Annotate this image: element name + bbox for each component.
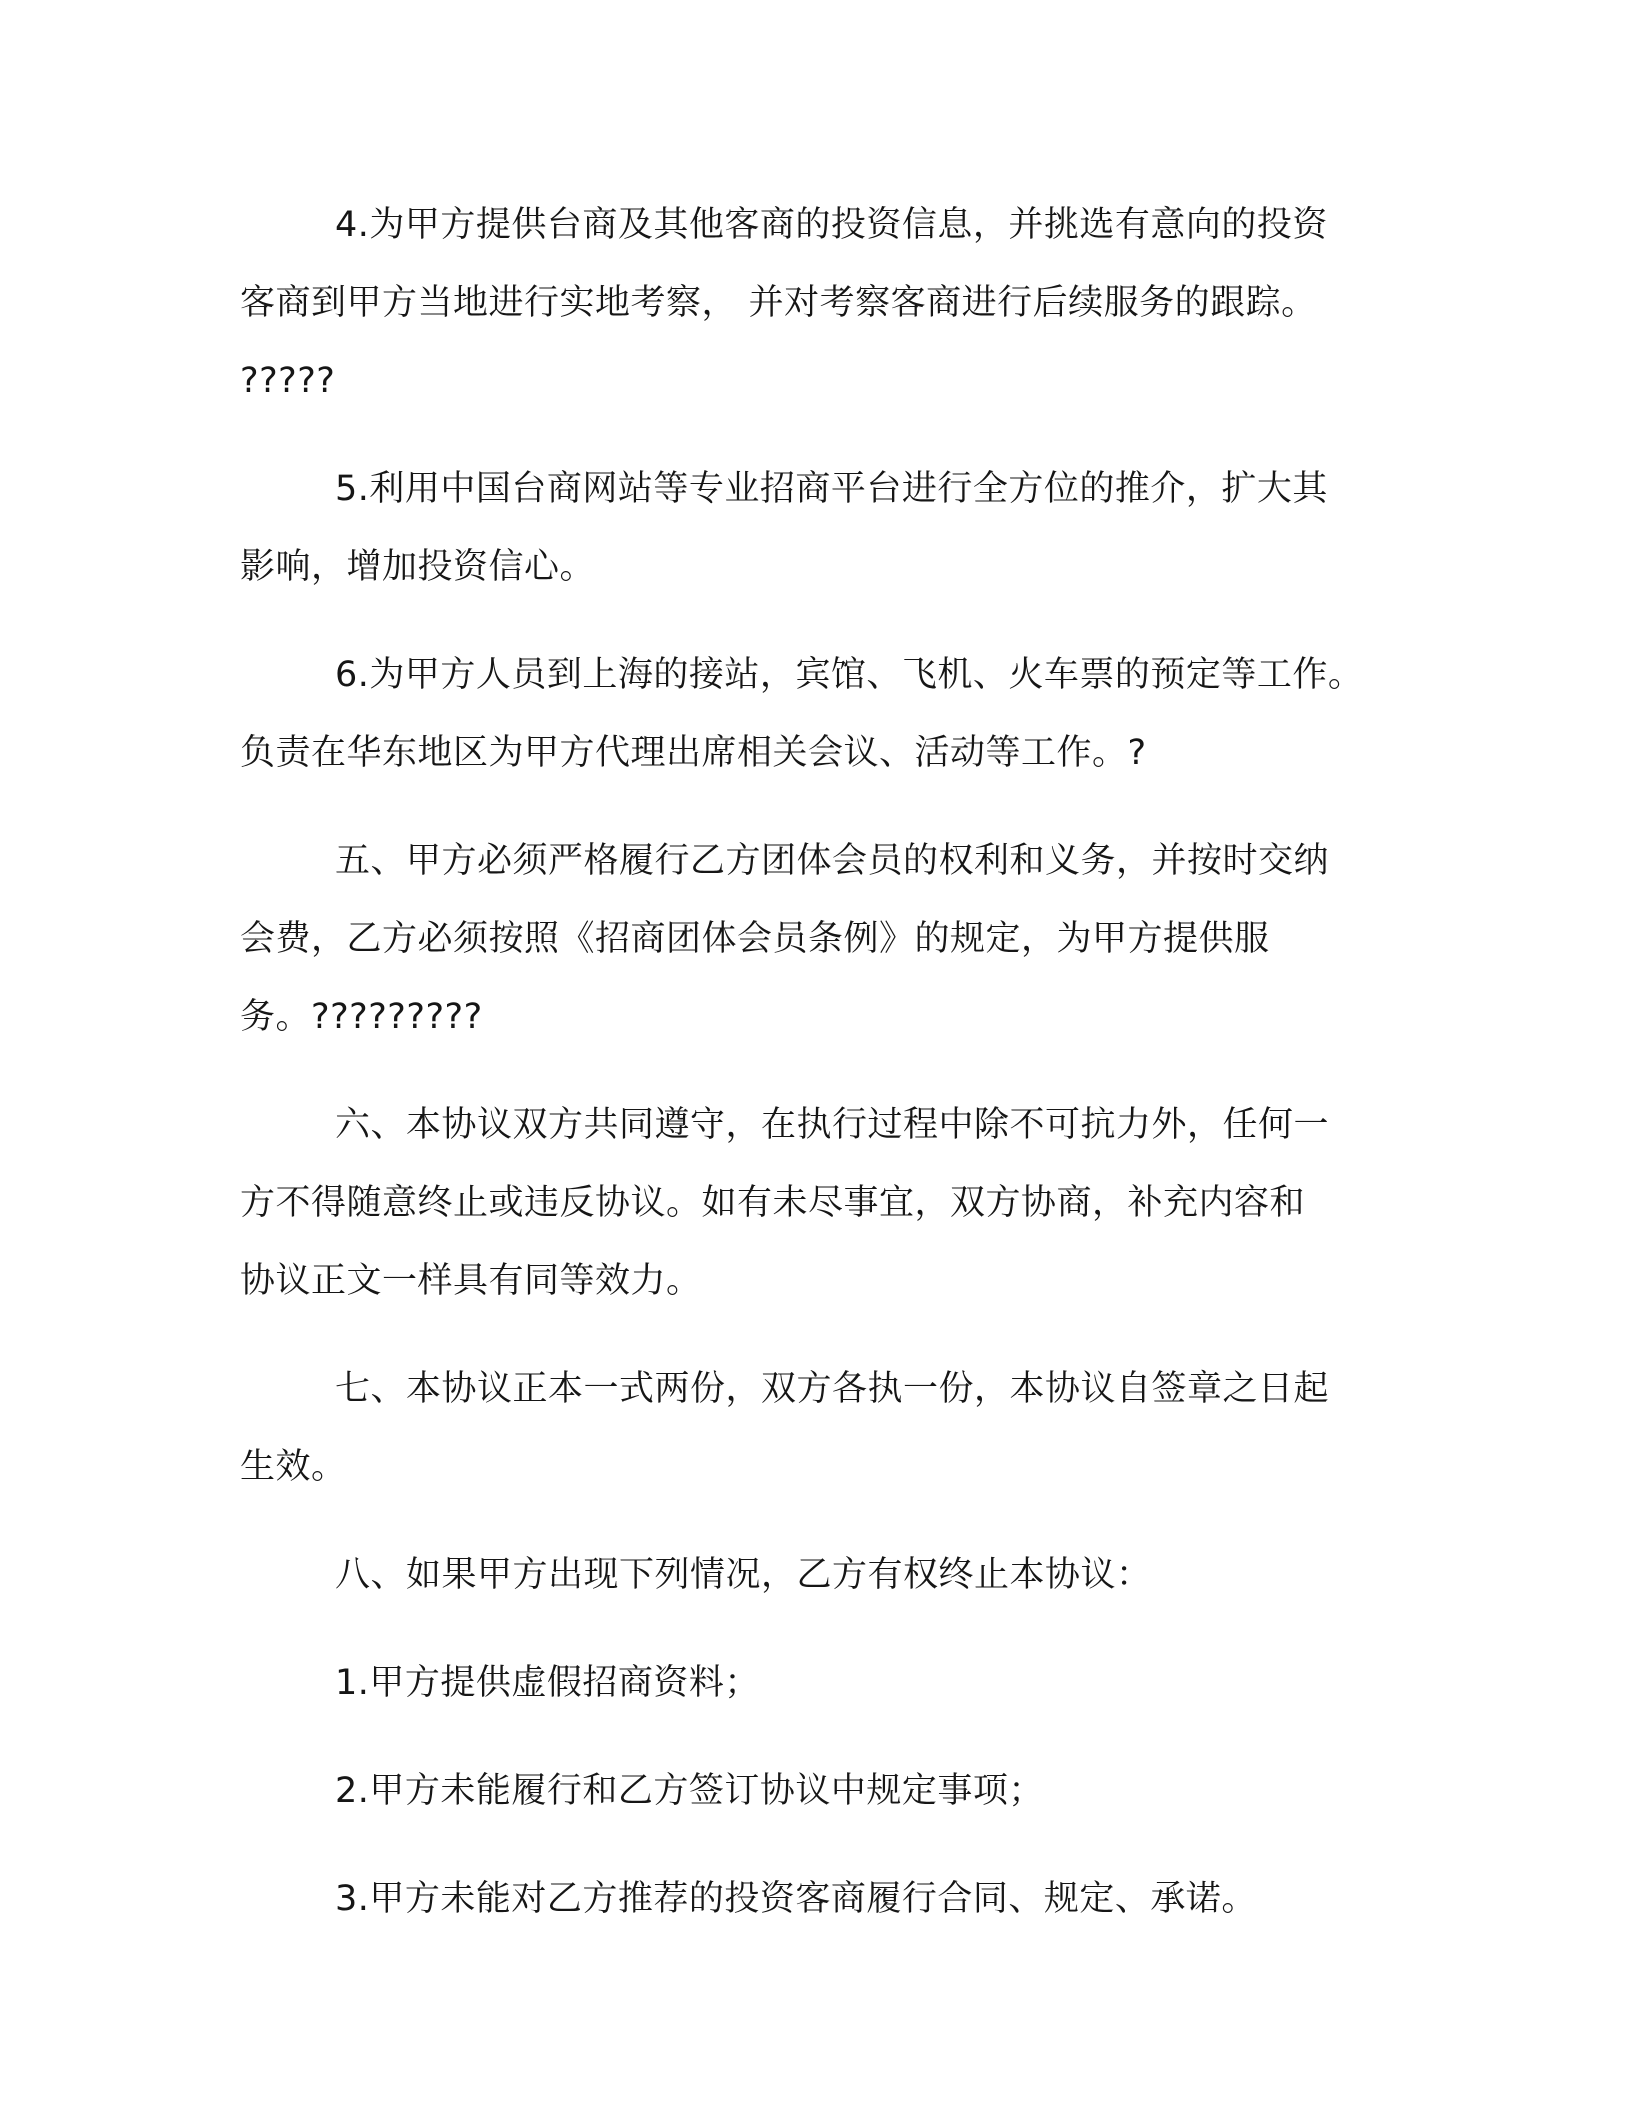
paragraph-clause-8 [240, 1536, 1380, 1614]
text-line: 负责在华东地区为甲方代理出席相关会议、活动等工作。? [240, 733, 1147, 773]
text-line: 客商到甲方当地进行实地考察， 并对考察客商进行后续服务的跟踪。 [240, 283, 1317, 323]
text-line: 方不得随意终止或违反协议。如有未尽事宜，双方协商，补充内容和 [240, 1183, 1306, 1223]
paragraph-item-4 [240, 186, 1380, 420]
text-line: 4.为甲方提供台商及其他客商的投资信息，并挑选有意向的投资 [335, 205, 1328, 245]
text-line: 会费，乙方必须按照《招商团体会员条例》的规定，为甲方提供服 [240, 919, 1270, 959]
text-line: 七、本协议正本一式两份，双方各执一份，本协议自签章之日起 [335, 1369, 1330, 1409]
paragraph-subitem-2 [240, 1752, 1380, 1830]
paragraph-clause-6 [240, 1086, 1380, 1320]
text-line: 1.甲方提供虚假招商资料； [335, 1663, 760, 1703]
paragraph-item-6 [240, 636, 1380, 792]
text-line: 务。????????? [240, 997, 483, 1037]
paragraph-item-5 [240, 450, 1380, 606]
text-line: ????? [240, 361, 336, 401]
paragraph-subitem-3 [240, 1860, 1380, 1938]
text-line: 八、如果甲方出现下列情况，乙方有权终止本协议： [335, 1555, 1152, 1595]
text-line: 3.甲方未能对乙方推荐的投资客商履行合同、规定、承诺。 [335, 1879, 1257, 1919]
text-line: 6.为甲方人员到上海的接站，宾馆、飞机、火车票的预定等工作。 [335, 655, 1364, 695]
text-line: 六、本协议双方共同遵守，在执行过程中除不可抗力外，任何一 [335, 1105, 1330, 1145]
paragraph-subitem-1 [240, 1644, 1380, 1722]
text-line: 协议正文一样具有同等效力。 [240, 1261, 702, 1301]
text-line: 生效。 [240, 1447, 347, 1487]
text-line: 影响，增加投资信心。 [240, 547, 596, 587]
paragraph-clause-5 [240, 822, 1380, 1056]
document-body [240, 186, 1380, 1938]
text-line: 2.甲方未能履行和乙方签订协议中规定事项； [335, 1771, 1044, 1811]
text-line: 5.利用中国台商网站等专业招商平台进行全方位的推介，扩大其 [335, 469, 1328, 509]
text-line: 五、甲方必须严格履行乙方团体会员的权利和义务，并按时交纳 [335, 841, 1330, 881]
paragraph-clause-7 [240, 1350, 1380, 1506]
